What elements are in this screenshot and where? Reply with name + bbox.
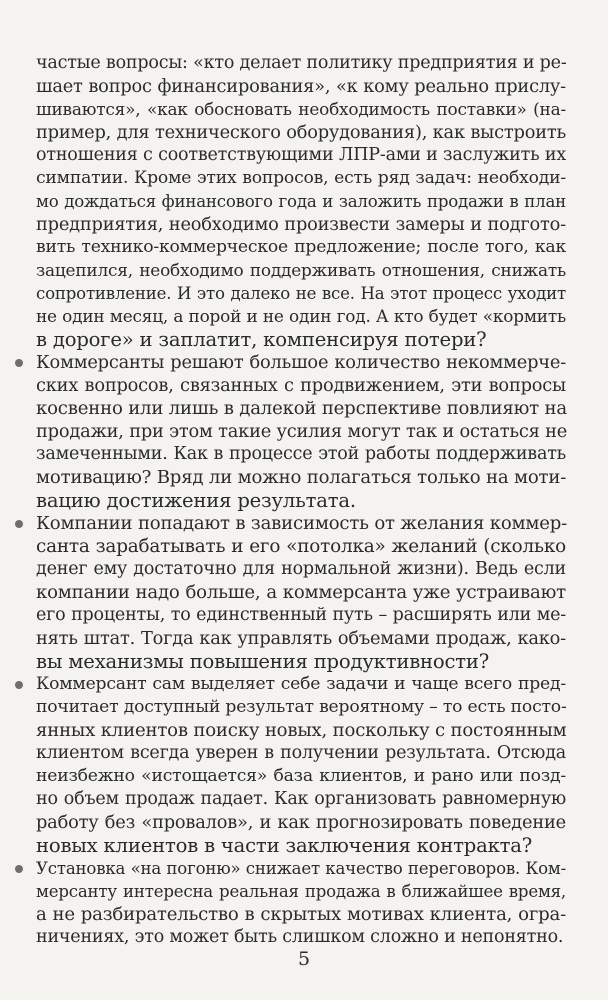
text-line: отношения с соответствующими ЛПР-ами и заслужить их [36, 145, 566, 165]
bullet-icon [15, 865, 23, 873]
text-line: вы механизмы повышения продуктивности? [36, 650, 490, 673]
text-line: Установка «на погоню» снижает качество переговоров. Ком- [36, 859, 566, 878]
text-line: его проценты, то единственный путь – расширять или ме- [36, 605, 566, 625]
text-line: не один месяц, а порой и не один год. А кто будет «кормить [36, 306, 566, 326]
text-line: янных клиентов поиску новых, поскольку с постоянным [36, 720, 567, 741]
text-line: симпатии. Кроме этих вопросов, есть ряд задач: необходи- [36, 168, 566, 188]
text-line: мотивацию? Вряд ли можно полагаться только на моти- [36, 467, 567, 488]
text-line: Коммерсант сам выделяет себе задачи и чаще всего пред- [36, 674, 566, 694]
text-line: предприятия, необходимо произвести замеры и подгото- [36, 214, 566, 235]
bullet-icon [15, 681, 23, 689]
page-number: 5 [297, 948, 311, 970]
text-line: пример, для технического оборудования), как выстроить [36, 122, 566, 143]
text-line: шиваются», «как обосновать необходимость поставки» (на- [36, 99, 566, 119]
text-line: денег ему достаточно для нормальной жизни). Ведь если [36, 559, 566, 579]
text-line: мо дождаться финансового года и заложить продажи в план [36, 192, 566, 211]
text-line: ских вопросов, связанных с продвижением, эти вопросы [36, 375, 566, 396]
text-line: шает вопрос финансирования», «к кому реально прислу- [36, 76, 566, 97]
text-line: Коммерсанты решают большое количество некоммерче- [36, 352, 566, 373]
text-line: частые вопросы: «кто делает политику предприятия и ре- [36, 53, 567, 73]
bullet-icon [15, 520, 23, 528]
text-line: санта зарабатывать и его «потолка» желаний (сколько [36, 536, 566, 557]
text-line: новых клиентов в части заключения контракта? [36, 834, 533, 857]
text-line: нять штат. Тогда как управлять объемами продаж, како- [36, 628, 566, 649]
text-line: Компании попадают в зависимость от желания коммер- [36, 513, 568, 534]
text-line: компании надо больше, а коммерсанта уже устраивают [36, 582, 566, 603]
text-line: но объем продаж падает. Как организовать равномерную [36, 789, 566, 809]
text-line: замеченными. Как в процессе этой работы поддерживать [36, 444, 566, 464]
text-line: работу без «провалов», и как прогнозировать поведение [36, 812, 566, 833]
text-line: вить технико-коммерческое предложение; после того, как [36, 237, 566, 257]
text-line: вацию достижения результата. [36, 489, 356, 512]
text-line: ничениях, это может быть слишком сложно и непонятно. [36, 927, 564, 947]
text-line: сопротивление. И это далеко не все. На этот процесс уходит [36, 284, 566, 303]
text-line: почитает доступный результат вероятному – то есть посто- [36, 697, 567, 717]
text-line: зацепился, необходимо поддерживать отношения, снижать [36, 260, 566, 280]
text-line: продажи, при этом такие усилия могут так и остаться не [36, 421, 568, 442]
text-line: мерсанту интересна реальная продажа в ближайшее время, [36, 882, 566, 901]
text-line: в дороге» и заплатит, компенсируя потери? [36, 328, 487, 351]
text-line: неизбежно «истощается» база клиентов, и рано или позд- [36, 766, 566, 786]
text-line: а не разбирательство в скрытых мотивах клиента, огра- [36, 904, 566, 925]
text-line: клиентом всегда уверен в получении результата. Отсюда [36, 743, 566, 763]
bullet-icon [15, 359, 23, 367]
text-line: косвенно или лишь в далекой перспективе повлияют на [36, 398, 567, 419]
